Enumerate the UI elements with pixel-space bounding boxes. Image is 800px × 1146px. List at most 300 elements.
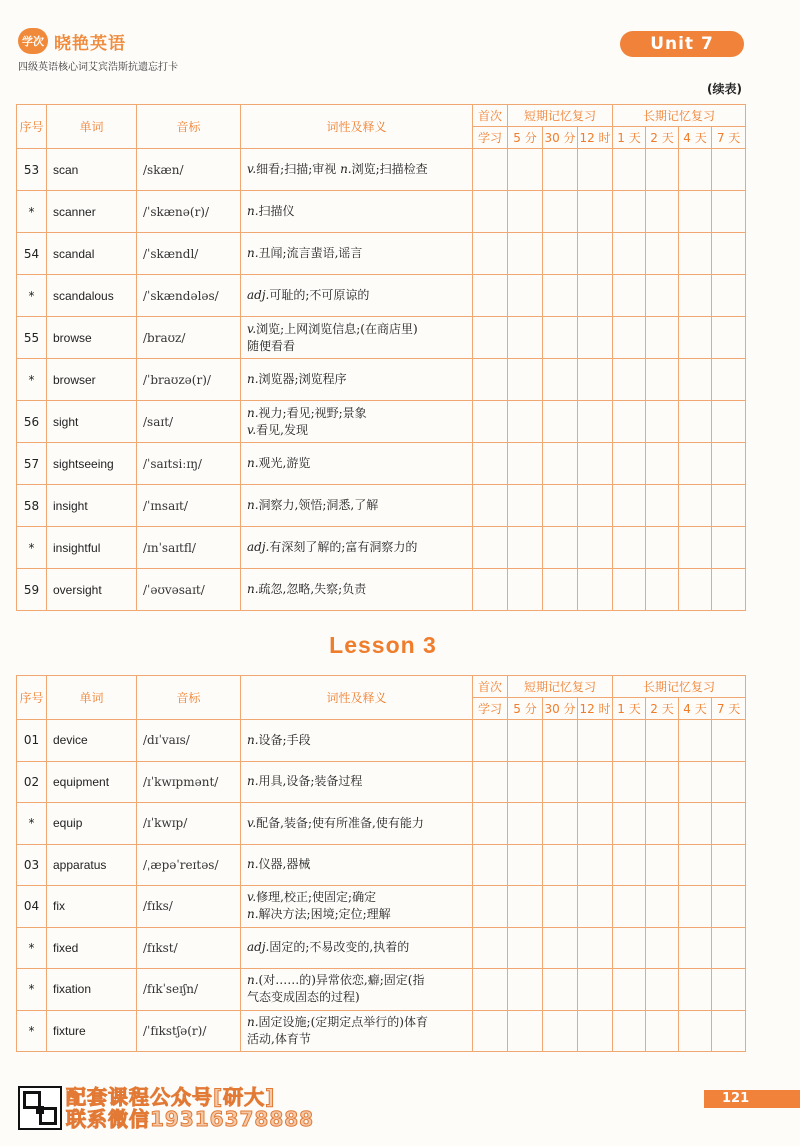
checkbox-cell [473,569,508,611]
row-number: 03 [17,844,47,886]
checkbox-cell [543,886,578,928]
checkbox-cell [473,443,508,485]
definition-line [247,539,466,556]
row-definition [241,233,473,275]
checkbox-cell [473,720,508,762]
definition-line [247,455,466,472]
checkbox-cell [613,844,646,886]
checkbox-cell [473,401,508,443]
checkbox-cell [543,275,578,317]
row-number: * [17,527,47,569]
definition-line [247,1031,466,1048]
checkbox-cell [508,233,543,275]
header-short-col: 5 分 [508,698,543,720]
table-row [17,527,746,569]
checkbox-cell [646,569,679,611]
row-definition [241,275,473,317]
checkbox-cell [712,443,746,485]
checkbox-cell [578,149,613,191]
checkbox-cell [712,149,746,191]
definition-line [247,245,466,262]
row-phonetic: /ɪˈkwɪp/ [137,803,241,845]
brand-name: 晓艳英语 [54,33,126,54]
checkbox-cell [508,527,543,569]
part-of-speech: n. [247,456,259,470]
checkbox-cell [679,1010,712,1052]
checkbox-cell [646,761,679,803]
checkbox-cell [712,485,746,527]
checkbox-cell [473,969,508,1011]
checkbox-cell [646,844,679,886]
header-first-study: 首次 [473,676,508,698]
row-number: 53 [17,149,47,191]
checkbox-cell [646,969,679,1011]
row-word: scandalous [47,275,137,317]
row-word: fixture [47,1010,137,1052]
header-first-study-sub: 学习 [473,698,508,720]
checkbox-cell [578,969,613,1011]
checkbox-cell [679,359,712,401]
checkbox-cell [473,359,508,401]
header-definition: 词性及释义 [241,676,473,720]
part-of-speech: v. [247,321,257,336]
meaning: 可耻的;不可原谅的 [269,288,370,302]
checkbox-cell [679,969,712,1011]
checkbox-cell [679,317,712,359]
header-short-col: 30 分 [543,127,578,149]
checkbox-cell [646,359,679,401]
table-row [17,927,746,969]
checkbox-cell [646,927,679,969]
definition-line [247,856,466,873]
checkbox-cell [543,527,578,569]
part-of-speech: n. [247,582,259,596]
checkbox-cell [646,149,679,191]
row-number: 04 [17,886,47,928]
table-row [17,275,746,317]
table-row [17,720,746,762]
definition-line [247,1014,466,1031]
checkbox-cell [543,844,578,886]
table-row [17,233,746,275]
header-long-col: 7 天 [712,698,746,720]
row-definition [241,191,473,233]
checkbox-cell [508,886,543,928]
definition-line [247,889,466,906]
row-word: scanner [47,191,137,233]
row-word: sight [47,401,137,443]
meaning: 修理,校正;使固定;确定 [256,890,377,905]
row-definition [241,569,473,611]
row-definition [241,401,473,443]
meaning: 扫描仪 [258,204,295,218]
checkbox-cell [679,233,712,275]
promo-text [66,1086,314,1130]
part-of-speech: n. [247,857,259,872]
checkbox-cell [679,844,712,886]
checkbox-cell [646,1010,679,1052]
checkbox-cell [646,485,679,527]
table-row [17,485,746,527]
row-word: insight [47,485,137,527]
checkbox-cell [712,569,746,611]
meaning: 固定设施;(定期定点举行的)体育 [258,1014,428,1029]
meaning: 视力;看见;视野;景象 [258,405,367,420]
checkbox-cell [508,803,543,845]
row-phonetic: /ˈskænə(r)/ [137,191,241,233]
checkbox-cell [473,317,508,359]
row-phonetic: /ˈskændələs/ [137,275,241,317]
definition-line [247,371,466,388]
meaning: 丑闻;流言蜚语,谣言 [258,246,363,260]
checkbox-cell [508,569,543,611]
definition-line [247,405,466,422]
checkbox-cell [508,443,543,485]
header-word: 单词 [47,105,137,149]
definition-line [247,773,466,790]
checkbox-cell [578,191,613,233]
row-definition [241,886,473,928]
vocab-table-2 [16,675,746,1052]
checkbox-cell [578,527,613,569]
table-row [17,149,746,191]
checkbox-cell [543,1010,578,1052]
part-of-speech: v. [247,815,257,830]
checkbox-cell [712,317,746,359]
row-number: * [17,927,47,969]
table-row [17,803,746,845]
checkbox-cell [646,886,679,928]
checkbox-cell [508,359,543,401]
checkbox-cell [679,485,712,527]
checkbox-cell [473,233,508,275]
meaning: 固定的;不易改变的,执着的 [269,940,410,955]
row-definition [241,485,473,527]
checkbox-cell [508,317,543,359]
row-number: * [17,1010,47,1052]
row-word: fixed [47,927,137,969]
row-word: sightseeing [47,443,137,485]
meaning: 浏览;上网浏览信息;(在商店里) [256,321,418,336]
checkbox-cell [473,803,508,845]
definition-line [247,161,466,178]
checkbox-cell [679,569,712,611]
checkbox-cell [712,401,746,443]
row-definition [241,527,473,569]
part-of-speech: v. [247,890,257,905]
checkbox-cell [712,275,746,317]
checkbox-cell [712,1010,746,1052]
part-of-speech: adj. [247,540,270,554]
row-number: * [17,969,47,1011]
part-of-speech: n. [247,732,259,747]
definition-line [247,939,466,956]
row-phonetic: /ˈsaɪtsiːɪŋ/ [137,443,241,485]
checkbox-cell [578,720,613,762]
checkbox-cell [613,275,646,317]
checkbox-cell [578,233,613,275]
header-num: 序号 [17,676,47,720]
row-number: 57 [17,443,47,485]
header-short-col: 12 时 [578,127,613,149]
header-long-col: 1 天 [613,698,646,720]
definition-line [247,338,466,355]
header-long-term: 长期记忆复习 [613,676,746,698]
row-definition [241,969,473,1011]
meaning: 有深刻了解的;富有洞察力的 [269,540,418,554]
checkbox-cell [613,927,646,969]
definition-line [247,581,466,598]
definition-line [247,321,466,338]
row-phonetic: /ˈɪnsaɪt/ [137,485,241,527]
meaning: 仪器,器械 [258,857,311,872]
checkbox-cell [543,720,578,762]
checkbox-cell [578,761,613,803]
checkbox-cell [543,443,578,485]
row-definition [241,443,473,485]
checkbox-cell [712,927,746,969]
brand [18,28,126,54]
row-word: scan [47,149,137,191]
meaning: 浏览器;浏览程序 [258,372,347,386]
header-short-col: 30 分 [543,698,578,720]
part-of-speech: adj. [247,940,270,955]
row-phonetic: /saɪt/ [137,401,241,443]
row-definition [241,720,473,762]
checkbox-cell [508,720,543,762]
part-of-speech: n. [247,973,259,988]
row-number: * [17,275,47,317]
row-word: equipment [47,761,137,803]
checkbox-cell [712,233,746,275]
checkbox-cell [508,761,543,803]
header-short-col: 5 分 [508,127,543,149]
checkbox-cell [646,720,679,762]
checkbox-cell [473,1010,508,1052]
row-number: * [17,359,47,401]
checkbox-cell [679,275,712,317]
checkbox-cell [646,401,679,443]
checkbox-cell [679,149,712,191]
meaning: 配备,装备;使有所准备,使有能力 [256,815,424,830]
row-word: oversight [47,569,137,611]
table-row [17,359,746,401]
checkbox-cell [578,927,613,969]
checkbox-cell [712,886,746,928]
table-row [17,886,746,928]
definition-line [247,989,466,1006]
header-ipa: 音标 [137,676,241,720]
checkbox-cell [508,485,543,527]
checkbox-cell [578,317,613,359]
checkbox-cell [543,761,578,803]
meaning: 活动,体育节 [247,1031,311,1046]
checkbox-cell [543,969,578,1011]
checkbox-cell [508,844,543,886]
checkbox-cell [543,149,578,191]
row-phonetic: /ˈskændl/ [137,233,241,275]
row-phonetic: /fɪkˈseɪʃn/ [137,969,241,1011]
row-phonetic: /skæn/ [137,149,241,191]
meaning: 浏览;扫描检查 [351,162,428,176]
promo-line-1: 配套课程公众号[研大] [66,1085,276,1109]
header-first-study-sub: 学习 [473,127,508,149]
row-number: 02 [17,761,47,803]
row-definition [241,359,473,401]
row-definition [241,149,473,191]
part-of-speech: adj. [247,288,270,302]
checkbox-cell [613,359,646,401]
definition-line [247,287,466,304]
checkbox-cell [508,401,543,443]
checkbox-cell [613,969,646,1011]
row-phonetic: /ɪnˈsaɪtfl/ [137,527,241,569]
part-of-speech: v. [247,422,257,437]
definition-line [247,422,466,439]
checkbox-cell [578,886,613,928]
header-first-study: 首次 [473,105,508,127]
checkbox-cell [646,803,679,845]
row-definition [241,1010,473,1052]
header-long-col: 7 天 [712,127,746,149]
checkbox-cell [543,191,578,233]
checkbox-cell [543,485,578,527]
meaning: 解决方法;困境;定位;理解 [258,907,391,922]
meaning: (对……的)异常依恋,癖;固定(指 [258,973,425,988]
row-word: scandal [47,233,137,275]
checkbox-cell [543,317,578,359]
checkbox-cell [543,401,578,443]
checkbox-cell [679,720,712,762]
header-row-top [17,676,746,698]
row-number: 54 [17,233,47,275]
checkbox-cell [473,485,508,527]
checkbox-cell [543,569,578,611]
row-phonetic: /fɪks/ [137,886,241,928]
checkbox-cell [613,720,646,762]
part-of-speech: n. [247,405,259,420]
qr-code-icon [18,1086,62,1130]
checkbox-cell [613,401,646,443]
table-row [17,1010,746,1052]
row-number: * [17,191,47,233]
row-phonetic: /ˌæpəˈreɪtəs/ [137,844,241,886]
checkbox-cell [712,720,746,762]
part-of-speech: n. [247,204,259,218]
row-word: apparatus [47,844,137,886]
checkbox-cell [473,927,508,969]
checkbox-cell [613,485,646,527]
row-number: 01 [17,720,47,762]
checkbox-cell [679,886,712,928]
definition-line [247,732,466,749]
part-of-speech: n. [247,498,259,512]
meaning: 细看;扫描;审视 [256,162,341,176]
table-row [17,569,746,611]
checkbox-cell [473,886,508,928]
part-of-speech: n. [340,162,352,176]
table-row [17,844,746,886]
header-definition: 词性及释义 [241,105,473,149]
checkbox-cell [578,443,613,485]
brand-subtitle: 四级英语核心词艾宾浩斯抗遗忘打卡 [18,62,178,73]
checkbox-cell [646,527,679,569]
header-short-term: 短期记忆复习 [508,676,613,698]
checkbox-cell [613,761,646,803]
definition-line [247,815,466,832]
header-row-top [17,105,746,127]
checkbox-cell [646,191,679,233]
checkbox-cell [508,1010,543,1052]
header-long-term: 长期记忆复习 [613,105,746,127]
row-word: device [47,720,137,762]
checkbox-cell [712,969,746,1011]
checkbox-cell [679,443,712,485]
meaning: 用具,设备;装备过程 [258,774,363,789]
checkbox-cell [712,844,746,886]
row-number: 58 [17,485,47,527]
header-short-term: 短期记忆复习 [508,105,613,127]
vocab-table-1 [16,104,746,611]
checkbox-cell [473,527,508,569]
checkbox-cell [679,803,712,845]
row-word: browse [47,317,137,359]
checkbox-cell [578,485,613,527]
row-number: 59 [17,569,47,611]
checkbox-cell [578,844,613,886]
table-row [17,443,746,485]
row-definition [241,803,473,845]
row-word: insightful [47,527,137,569]
checkbox-cell [508,191,543,233]
checkbox-cell [646,317,679,359]
header-num: 序号 [17,105,47,149]
checkbox-cell [508,275,543,317]
row-definition [241,761,473,803]
part-of-speech: n. [247,246,259,260]
row-definition [241,844,473,886]
row-definition [241,927,473,969]
checkbox-cell [473,275,508,317]
table-row [17,317,746,359]
definition-line [247,497,466,514]
row-phonetic: /dɪˈvaɪs/ [137,720,241,762]
definition-line [247,203,466,220]
row-word: fix [47,886,137,928]
row-word: fixation [47,969,137,1011]
row-word: browser [47,359,137,401]
row-number: 55 [17,317,47,359]
row-phonetic: /ɪˈkwɪpmənt/ [137,761,241,803]
checkbox-cell [646,443,679,485]
checkbox-cell [646,233,679,275]
checkbox-cell [712,761,746,803]
checkbox-cell [613,569,646,611]
meaning: 观光,游览 [258,456,311,470]
meaning: 设备;手段 [258,732,311,747]
checkbox-cell [613,191,646,233]
table-row [17,761,746,803]
header-long-col: 1 天 [613,127,646,149]
checkbox-cell [543,233,578,275]
row-number: 56 [17,401,47,443]
row-word: equip [47,803,137,845]
checkbox-cell [613,149,646,191]
checkbox-cell [646,275,679,317]
row-number: * [17,803,47,845]
checkbox-cell [508,969,543,1011]
row-phonetic: /braʊz/ [137,317,241,359]
